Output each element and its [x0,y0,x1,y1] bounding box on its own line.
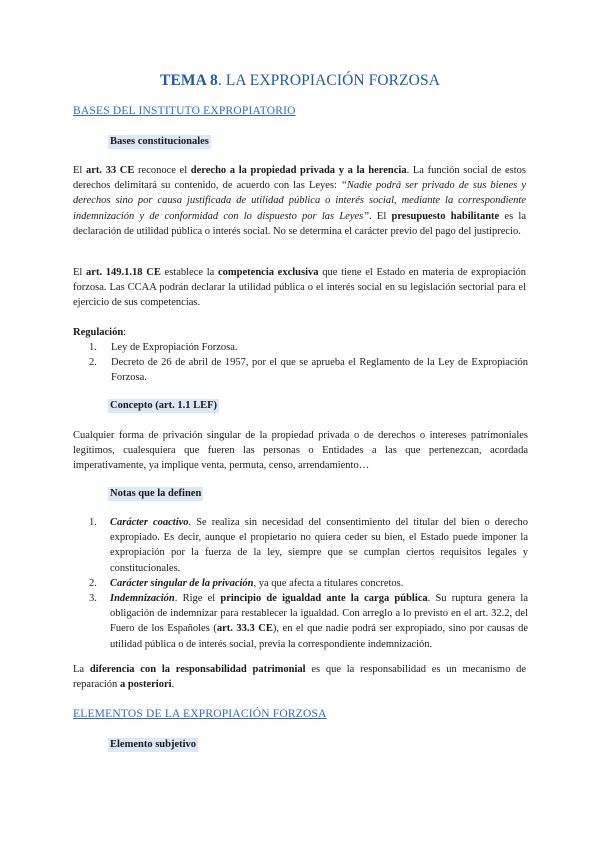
subheading-bases-constitucionales: Bases constitucionales [110,136,209,147]
notas-list [73,515,528,652]
list-item: 1. Ley de Expropiación Forzosa. [89,342,238,353]
subheading-elemento-subjetivo: Elemento subjetivo [110,739,197,750]
list-item: 2. Carácter singular de la privación, ya que afecta a titulares concretos. [89,577,404,589]
list-item: 2. Decreto de 26 de abril de 1957, por el que se aprueba el Reglamento de la Ley de Expropiación Forzosa. [89,357,528,384]
section-heading-elementos: ELEMENTOS DE LA EXPROPIACIÓN FORZOSA [73,708,327,720]
list-item: 1. Carácter coactivo. Se realiza sin necesidad del consentimiento del titular del bien o derecho expropiado. Es decir, aunque el propietario no quiera ceder su bien, el Estado puede imponer la expropiación por la fuerza de la ley, siempre que se cumplan ciertos requisitos legales y constitucionales. [89,517,529,574]
page-title [0,72,600,90]
title-rest: . LA EXPROPIACIÓN FORZOSA [217,72,440,89]
regulacion-label: Regulación: [73,327,127,338]
paragraph-diferencia: La diferencia con la responsabilidad patrimonial es que la responsabilidad es un mecanismo de reparación a posteriori. [73,664,527,691]
subheading-notas: Notas que la definen [110,488,202,499]
title-bold: TEMA 8 [160,72,218,89]
section-heading-bases: BASES DEL INSTITUTO EXPROPIATORIO [73,105,296,117]
paragraph-concepto: Cualquier forma de privación singular de la propiedad privada o de derechos o intereses patrimoniales legítimos, cualesquiera que fueren las personas o Entidades a las que pertenezcan, acordada imperativamente, ya implique venta, permuta, censo, arrendamiento… [73,430,528,472]
paragraph-art33: El art. 33 CE reconoce el derecho a la propiedad privada y a la herencia. La función social de estos derechos delimitará su contenido, de acuerdo con las Leyes: “Nadie podrá ser privado de sus bienes y derechos sino por causa justificada de utilidad pública o interés social, mediante la correspondiente indemnización y de conformidad con lo dispuesto por las Leyes”. El presupuesto habilitante es la declaración de utilidad pública o interés social. No se determina el carácter previo del pago del justiprecio. [73,165,526,237]
subheading-concepto: Concepto (art. 1.1 LEF) [110,400,218,411]
paragraph-art149: El art. 149.1.18 CE establece la competencia exclusiva que tiene el Estado en materia de expropiación forzosa. Las CCAA podrán declarar la utilidad pública o el interés social en su legislación sectorial para el ejercicio de sus competencias. [73,267,526,309]
list-item: 3. Indemnización. Rige el principio de igualdad ante la carga pública. Su ruptura genera la obligación de indemnizar para restablecer la igualdad. Con arreglo a lo previsto en el art. 32.2, del Fuero de los Españoles (art. 33.3 CE), en el que nadie podrá ser expropiado, sino por causas de utilidad pública o de interés social, previa la correspondiente indemnización. [89,593,528,650]
regulacion-list [73,340,528,386]
